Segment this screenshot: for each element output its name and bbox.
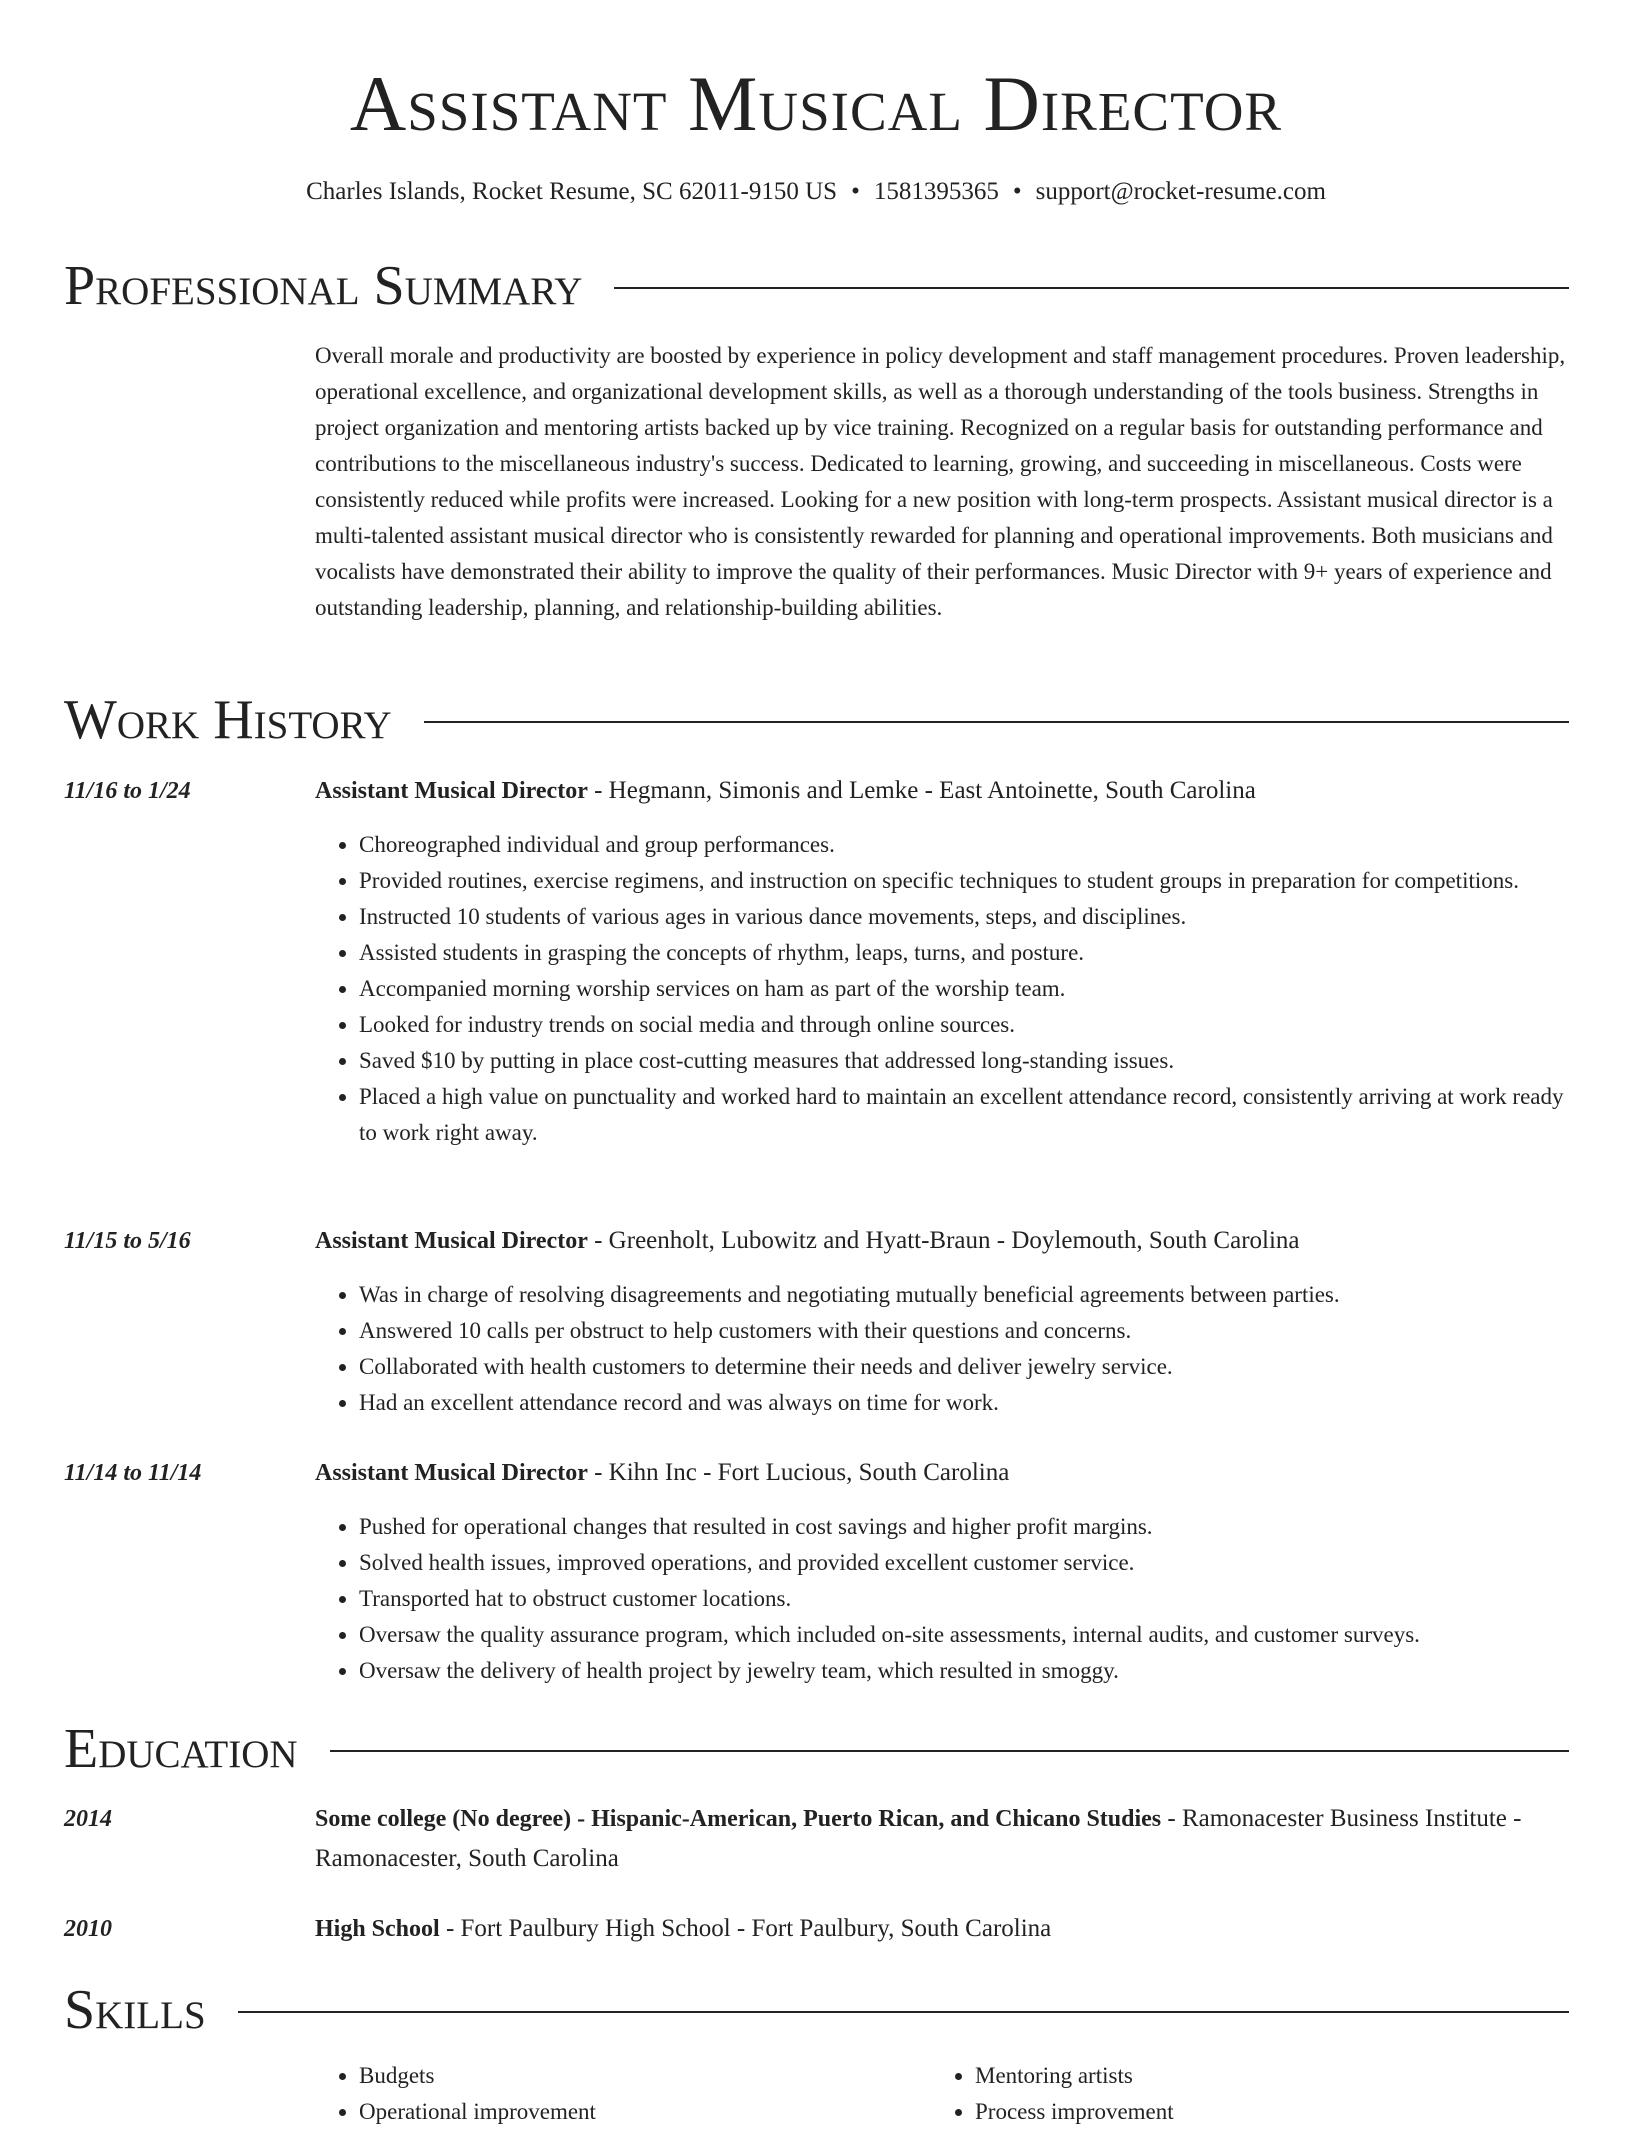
work-section-title: Work History: [64, 689, 392, 751]
job-header: [315, 1453, 1570, 1493]
job-dates: 11/14 to 11/14: [64, 1460, 202, 1486]
job-header: [315, 771, 1570, 811]
education-details: - Fort Paulbury High School - Fort Paulbury, South Carolina: [439, 1915, 1052, 1942]
list-item: • Transported hat to obstruct customer locations.: [359, 1581, 1570, 1617]
education-year: 2014: [64, 1806, 112, 1832]
education-entry: [315, 1909, 1570, 1949]
contact-address: Charles Islands, Rocket Resume, SC 62011-9150 US: [306, 178, 838, 205]
list-item: • Accompanied morning worship services on ham as part of the worship team.: [359, 971, 1570, 1007]
list-item: • Looked for industry trends on social media and through online sources.: [359, 1007, 1570, 1043]
job-details: - Kihn Inc - Fort Lucious, South Carolina: [587, 1459, 1010, 1486]
job-title: Assistant Musical Director: [315, 778, 588, 804]
education-degree: High School: [315, 1916, 440, 1942]
summary-section-header: [64, 254, 1569, 318]
education-section-title: Education: [64, 1718, 298, 1780]
job-dates: 11/16 to 1/24: [64, 778, 191, 804]
list-item: • Oversaw the quality assurance program, which included on-site assessments, internal audits, and customer surveys.: [359, 1617, 1570, 1653]
contact-separator: •: [851, 178, 860, 205]
list-item: • Choreographed individual and group performances.: [359, 827, 1570, 863]
list-item: • Collaborated with health customers to determine their needs and deliver jewelry service.: [359, 1349, 1570, 1385]
contact-phone: 1581395365: [873, 178, 999, 205]
job-bullets: [315, 1277, 1570, 1421]
job-bullets: [315, 827, 1570, 1151]
section-divider: [238, 2011, 1569, 2013]
education-year: 2010: [64, 1916, 112, 1942]
job-title: Assistant Musical Director: [315, 1460, 588, 1486]
contact-separator: •: [1012, 178, 1022, 205]
skill-item: • Operational improvement: [359, 2094, 939, 2130]
job-details: - Hegmann, Simonis and Lemke - East Antoinette, South Carolina: [587, 777, 1256, 804]
skills-list-right: [931, 2058, 1575, 2130]
list-item: • Provided routines, exercise regimens, and instruction on specific techniques to student groups in preparation for competitions.: [359, 863, 1570, 899]
education-details: - Ramonacester Business Institute - Ramonacester, South Carolina: [315, 1805, 1522, 1872]
list-item: • Assisted students in grasping the concepts of rhythm, leaps, turns, and posture.: [359, 935, 1570, 971]
summary-text: Overall morale and productivity are boosted by experience in policy development and staff management procedures. Proven leadership, operational excellence, and organizational development skills, as well as a thorough understanding of the tools business. Strengths in project organization and mentoring artists backed up by vice training. Recognized on a regular basis for outstanding performance and contributions to the miscellaneous industry's success. Dedicated to learning, growing, and succeeding in miscellaneous. Costs were consistently reduced while profits were increased. Looking for a new position with long-term prospects. Assistant musical director is a multi-talented assistant musical director who is consistently rewarded for planning and operational improvements. Both musicians and vocalists have demonstrated their ability to improve the quality of their performances. Music Director with 9+ years of experience and outstanding leadership, planning, and relationship-building abilities.: [315, 343, 1566, 620]
skills-section-header: [64, 1978, 1569, 2042]
job-header: [315, 1221, 1570, 1261]
skills-list-left: [315, 2058, 939, 2130]
skills-section-title: Skills: [64, 1979, 206, 2041]
education-degree: Some college (No degree) - Hispanic-American, Puerto Rican, and Chicano Studies: [315, 1806, 1162, 1832]
list-item: • Saved $10 by putting in place cost-cutting measures that addressed long-standing issues.: [359, 1043, 1570, 1079]
job-dates: 11/15 to 5/16: [64, 1228, 191, 1254]
contact-email: support@rocket-resume.com: [1035, 178, 1326, 205]
skill-item: • Process improvement: [975, 2094, 1575, 2130]
list-item: • Placed a high value on punctuality and worked hard to maintain an excellent attendance record, consistently arriving at work ready to work right away.: [359, 1079, 1570, 1151]
list-item: • Instructed 10 students of various ages in various dance movements, steps, and disciplines.: [359, 899, 1570, 935]
education-entry: [315, 1799, 1570, 1879]
job-details: - Greenholt, Lubowitz and Hyatt-Braun - Doylemouth, South Carolina: [587, 1227, 1300, 1254]
list-item: • Oversaw the delivery of health project by jewelry team, which resulted in smoggy.: [359, 1653, 1570, 1689]
education-section-header: [64, 1717, 1569, 1781]
list-item: • Answered 10 calls per obstruct to help customers with their questions and concerns.: [359, 1313, 1570, 1349]
section-divider: [330, 1750, 1569, 1752]
skill-item: • Budgets: [359, 2058, 939, 2094]
job-title: Assistant Musical Director: [315, 1228, 588, 1254]
section-divider: [614, 287, 1569, 289]
list-item: • Had an excellent attendance record and was always on time for work.: [359, 1385, 1570, 1421]
resume-name: Assistant Musical Director: [349, 60, 1283, 147]
job-bullets: [315, 1509, 1570, 1689]
section-divider: [424, 721, 1569, 723]
work-section-header: [64, 688, 1569, 752]
summary-section-title: Professional Summary: [64, 255, 583, 317]
list-item: • Was in charge of resolving disagreements and negotiating mutually beneficial agreements between parties.: [359, 1277, 1570, 1313]
contact-line: [0, 175, 1632, 209]
list-item: • Solved health issues, improved operations, and provided excellent customer service.: [359, 1545, 1570, 1581]
skill-item: • Mentoring artists: [975, 2058, 1575, 2094]
list-item: • Pushed for operational changes that resulted in cost savings and higher profit margins.: [359, 1509, 1570, 1545]
